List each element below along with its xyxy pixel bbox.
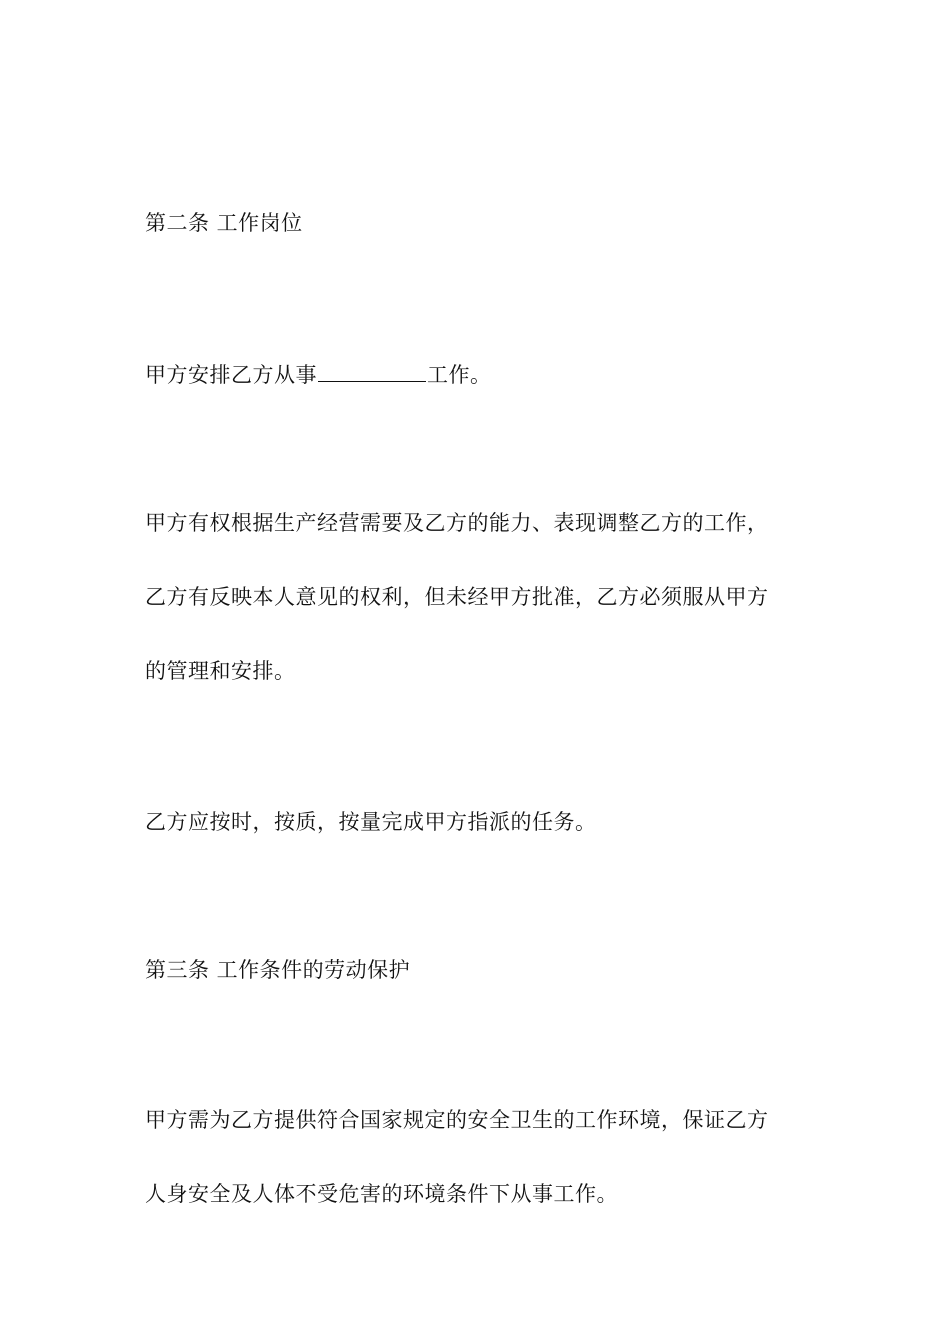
paragraph-job-assignment — [145, 361, 492, 389]
paragraph-text: 甲方安排乙方从事 — [145, 363, 317, 387]
article-3-heading: 第三条 工作条件的劳动保护 — [145, 958, 411, 982]
fill-in-blank-field[interactable] — [318, 361, 426, 382]
paragraph-text: 工作。 — [427, 363, 492, 387]
paragraph-line: 的管理和安排。 — [145, 659, 296, 683]
paragraph-line: 甲方需为乙方提供符合国家规定的安全卫生的工作环境，保证乙方 — [145, 1108, 769, 1132]
paragraph-line: 乙方有反映本人意见的权利，但未经甲方批准，乙方必须服从甲方 — [145, 585, 769, 609]
paragraph-task-completion: 乙方应按时，按质，按量完成甲方指派的任务。 — [145, 810, 597, 834]
paragraph-line: 人身安全及人体不受危害的环境条件下从事工作。 — [145, 1182, 618, 1206]
article-2-heading: 第二条 工作岗位 — [145, 211, 303, 235]
paragraph-line: 甲方有权根据生产经营需要及乙方的能力、表现调整乙方的工作， — [145, 511, 769, 535]
